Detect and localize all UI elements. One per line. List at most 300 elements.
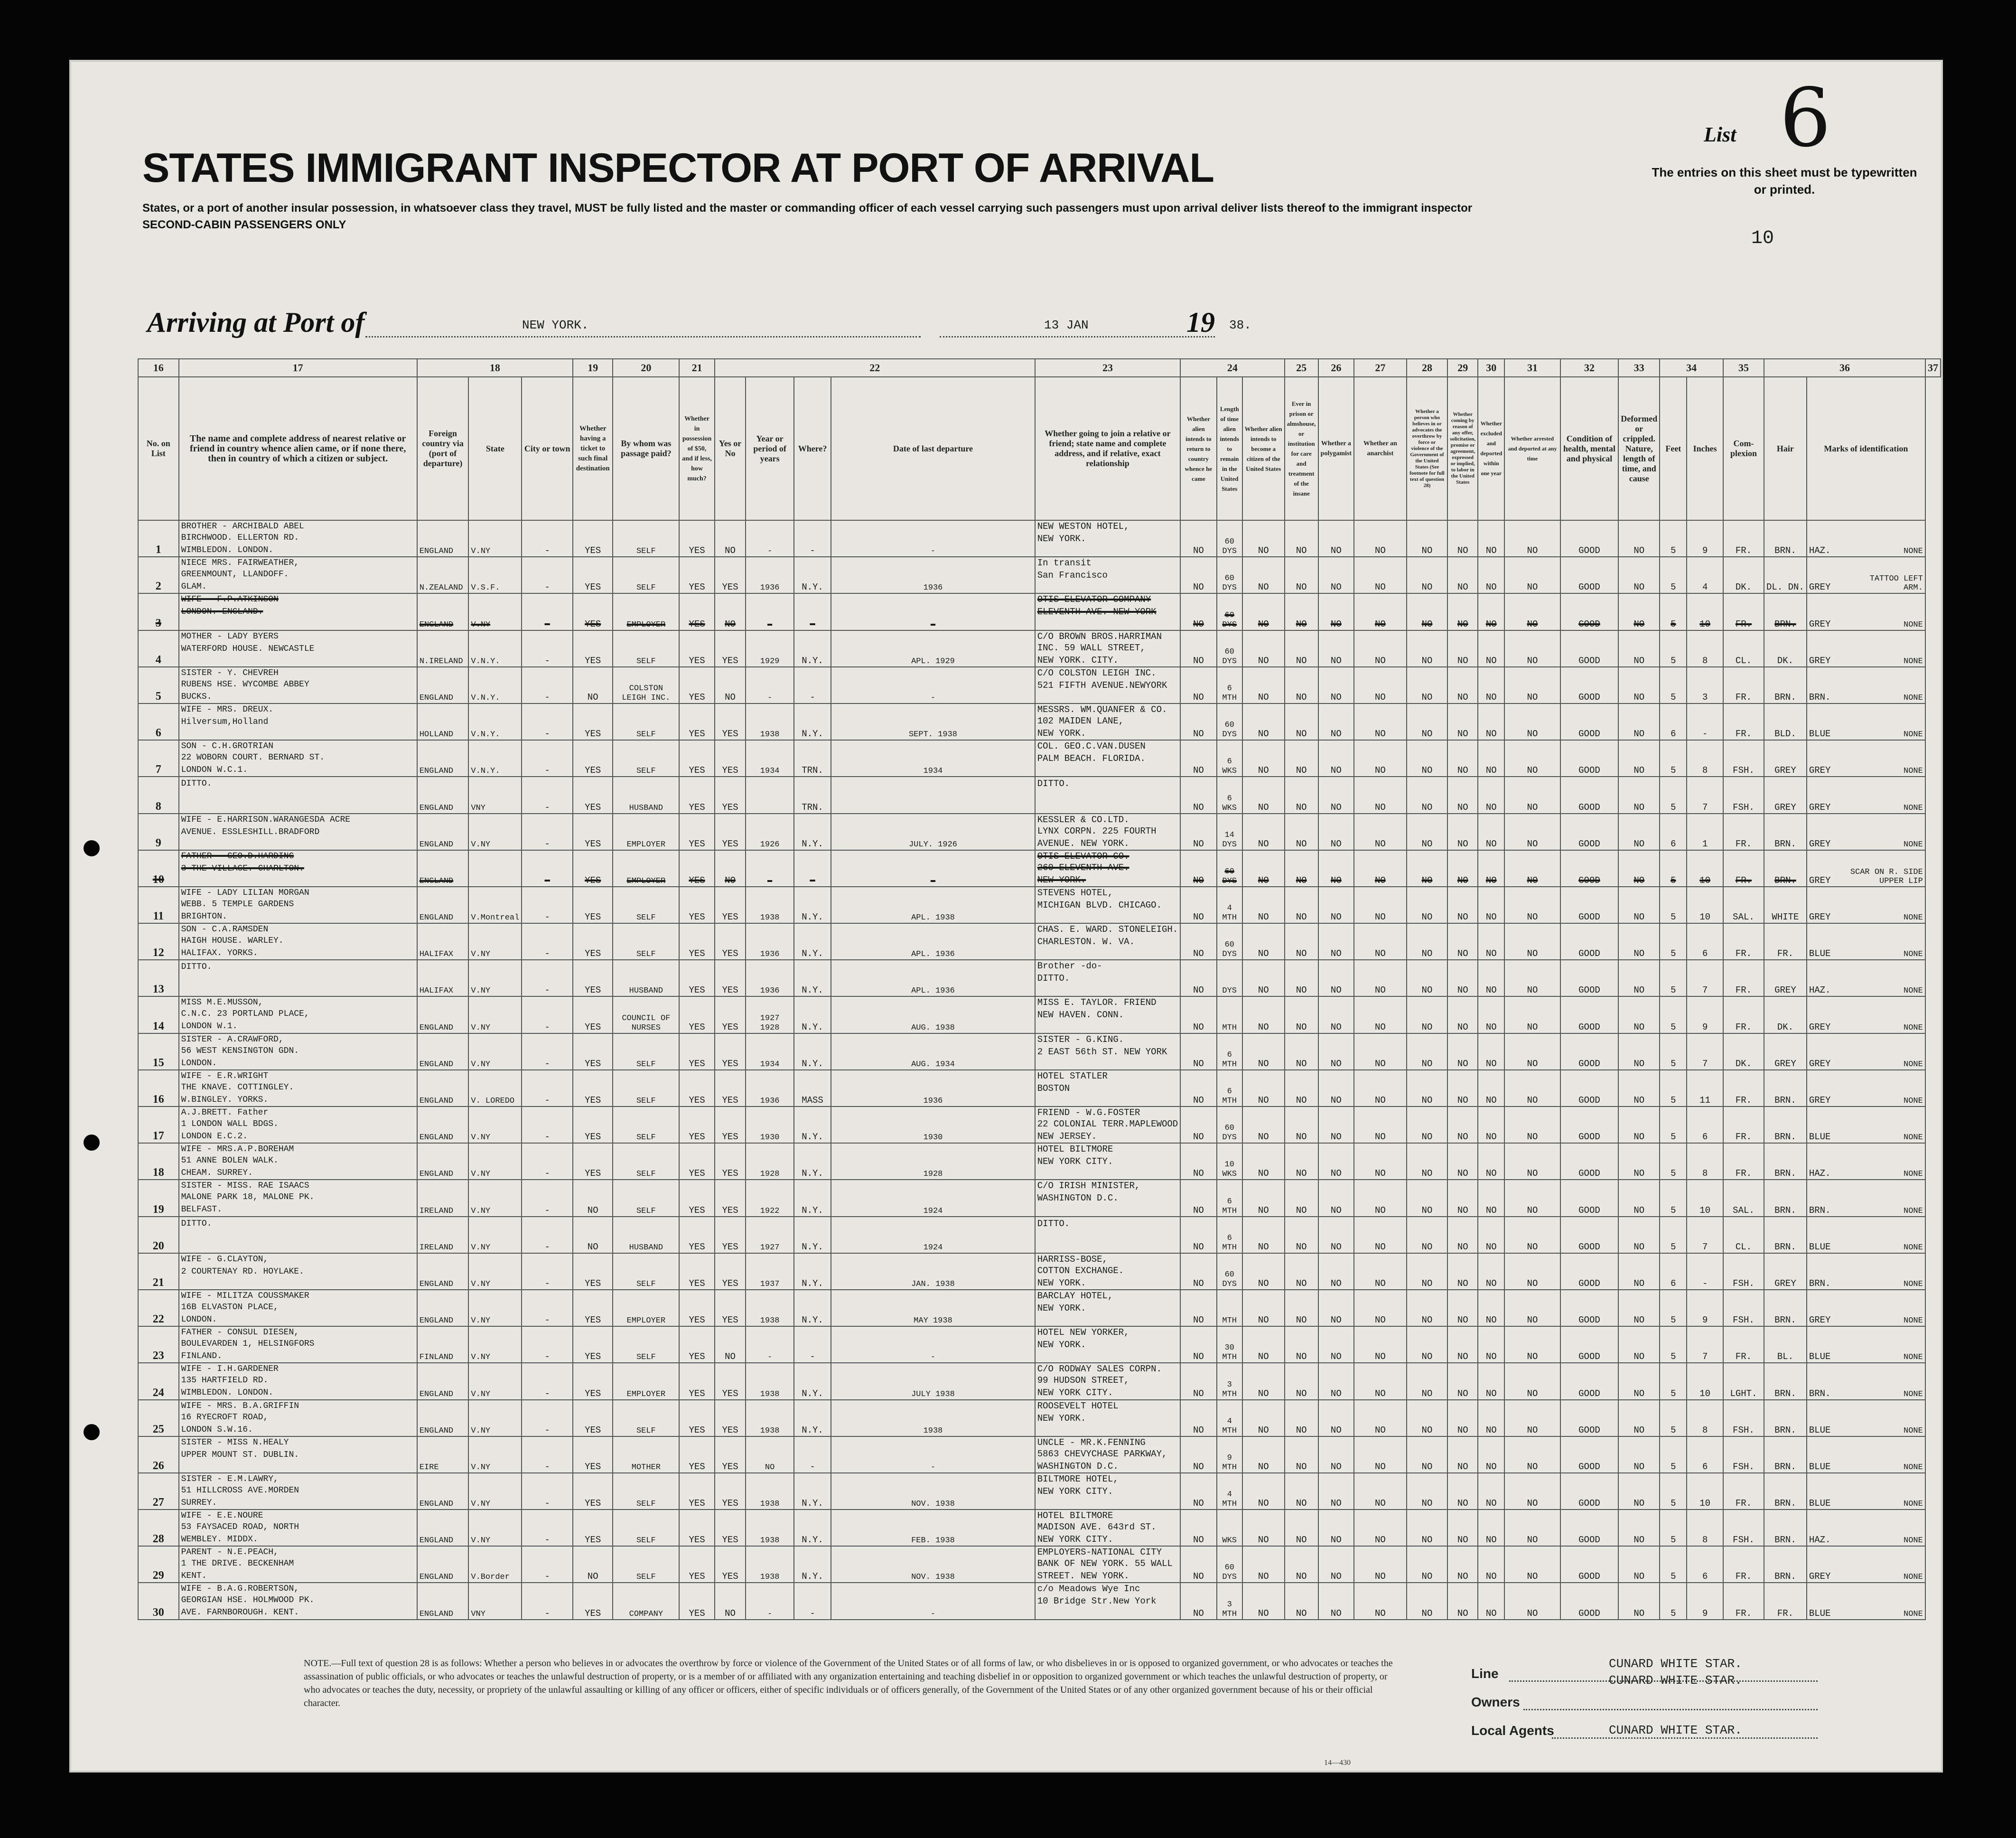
cell-dep: APL. 1929 xyxy=(831,630,1035,667)
joining-line: STREET. NEW YORK. xyxy=(1037,1571,1129,1582)
marks-value: NONE xyxy=(1904,1389,1923,1399)
cell-ret: NO xyxy=(1180,814,1216,850)
marks-value: NONE xyxy=(1904,1316,1923,1326)
cell-where: N.Y. xyxy=(794,1143,831,1180)
cell-dep: 1934 xyxy=(831,740,1035,777)
cell-anar: NO xyxy=(1354,923,1407,960)
cell-health: GOOD xyxy=(1560,1473,1619,1510)
cell-poly: NO xyxy=(1318,1107,1354,1143)
cell-cx: FR. xyxy=(1723,703,1764,740)
cell-hair: BRN. xyxy=(1764,850,1807,887)
cell-where: N.Y. xyxy=(794,1217,831,1253)
cell-ticket: YES xyxy=(573,1400,613,1436)
cell-yn: NO xyxy=(715,1583,746,1619)
cell-eyes-marks xyxy=(1807,777,1925,813)
cell-q29: NO xyxy=(1447,1583,1478,1619)
cell-ret: NO xyxy=(1180,1107,1216,1143)
table-row xyxy=(138,1290,1941,1326)
cell-eyes-marks xyxy=(1807,740,1925,777)
cell-ticket: YES xyxy=(573,1583,613,1619)
cell-q28: NO xyxy=(1407,1070,1447,1107)
cell-in: 10 xyxy=(1687,1180,1723,1216)
joining-line: ROOSEVELT HOTEL xyxy=(1037,1400,1119,1411)
cell-prison: NO xyxy=(1285,1033,1318,1070)
sheet-number: 10 xyxy=(1751,228,1774,249)
cell-dep: AUG. 1934 xyxy=(831,1033,1035,1070)
cell-paid: SELF xyxy=(613,1473,679,1510)
cell-ret: NO xyxy=(1180,667,1216,703)
cell-prison: NO xyxy=(1285,1217,1318,1253)
cell-q28: NO xyxy=(1407,520,1447,557)
eyes-value: HAZ. xyxy=(1809,985,1831,996)
cell-q31: NO xyxy=(1504,1180,1560,1216)
joining-line: MISS E. TAYLOR. FRIEND xyxy=(1037,997,1157,1008)
cell-q28: NO xyxy=(1407,1180,1447,1216)
port-value: NEW YORK. xyxy=(522,318,589,332)
relative-line: 1 LONDON WALL BDGS. xyxy=(181,1119,279,1129)
marks-value: NONE xyxy=(1904,693,1923,703)
cell-rel xyxy=(179,1400,417,1436)
joining-line: ELEVENTH AVE. NEW YORK xyxy=(1037,607,1157,618)
cell-q28: NO xyxy=(1407,1400,1447,1436)
cell-city: - xyxy=(522,814,573,850)
cell-city: - xyxy=(522,1326,573,1363)
cell-paid: SELF xyxy=(613,887,679,923)
cell-hair: GREY xyxy=(1764,960,1807,996)
cell-ret: NO xyxy=(1180,1180,1216,1216)
cell-no: 18 xyxy=(138,1143,179,1180)
cell-yr: 1937 xyxy=(746,1253,793,1290)
cell-hair: GREY xyxy=(1764,740,1807,777)
cell-join xyxy=(1035,1180,1180,1216)
cell-in: 1 xyxy=(1687,814,1723,850)
cell-hair: BRN. xyxy=(1764,520,1807,557)
cell-ret: NO xyxy=(1180,703,1216,740)
punch-hole xyxy=(84,840,100,856)
cell-ret: NO xyxy=(1180,557,1216,593)
cell-yr: - xyxy=(746,850,793,887)
cell-q31: NO xyxy=(1504,1107,1560,1143)
relative-line: SISTER - A.CRAWFORD, xyxy=(181,1034,284,1044)
joining-line: C/O IRISH MINISTER, xyxy=(1037,1181,1140,1191)
cell-state: V.NY xyxy=(468,593,522,630)
cell-rel xyxy=(179,996,417,1033)
cell-country: ENGLAND xyxy=(417,996,469,1033)
cell-prison: NO xyxy=(1285,1326,1318,1363)
cell-rel xyxy=(179,850,417,887)
cell-prison: NO xyxy=(1285,1290,1318,1326)
relative-line: A.J.BRETT. Father xyxy=(181,1108,269,1117)
cell-anar: NO xyxy=(1354,703,1407,740)
cell-q29: NO xyxy=(1447,557,1478,593)
cell-money: YES xyxy=(679,996,714,1033)
cell-hair: BRN. xyxy=(1764,593,1807,630)
relative-line: WIFE - MRS.A.P.BOREHAM xyxy=(181,1144,294,1154)
agents-rule xyxy=(1552,1737,1818,1739)
cell-ret: NO xyxy=(1180,1217,1216,1253)
cell-cx: DK. xyxy=(1723,557,1764,593)
marks-value: NONE xyxy=(1904,620,1923,629)
cell-no: 25 xyxy=(138,1400,179,1436)
cell-ret: NO xyxy=(1180,1510,1216,1546)
cell-poly: NO xyxy=(1318,1436,1354,1473)
cell-ft: 5 xyxy=(1660,960,1687,996)
cell-no: 13 xyxy=(138,960,179,996)
cell-in: 11 xyxy=(1687,1070,1723,1107)
col-relative: The name and complete address of nearest relative or friend in country whence alien came, or if none there, then in country of which a citizen or subject. xyxy=(179,377,417,520)
cell-health: GOOD xyxy=(1560,814,1619,850)
cell-q31: NO xyxy=(1504,887,1560,923)
col-q29: Whether coming by reason of any offer, solicitation, promise or agreement, expressed or implied, to labor in the United States xyxy=(1447,377,1478,520)
cell-poly: NO xyxy=(1318,960,1354,996)
marks-value: NONE xyxy=(1904,656,1923,666)
cell-eyes-marks xyxy=(1807,1436,1925,1473)
cell-yn: YES xyxy=(715,1290,746,1326)
relative-line: FINLAND. xyxy=(181,1351,223,1361)
joining-line: C/O BROWN BROS.HARRIMAN xyxy=(1037,631,1162,642)
cell-yr: 1938 xyxy=(746,1473,793,1510)
cell-anar: NO xyxy=(1354,1180,1407,1216)
cell-prison: NO xyxy=(1285,887,1318,923)
cell-paid: SELF xyxy=(613,703,679,740)
cell-money: YES xyxy=(679,630,714,667)
cell-state: V. LOREDO xyxy=(468,1070,522,1107)
cell-q28: NO xyxy=(1407,923,1447,960)
cell-anar: NO xyxy=(1354,520,1407,557)
cell-state: VNY xyxy=(468,1583,522,1619)
cell-hair: BRN. xyxy=(1764,1363,1807,1399)
cell-yr: 1938 xyxy=(746,1510,793,1546)
joining-line: NEW YORK. xyxy=(1037,874,1086,885)
cell-poly: NO xyxy=(1318,923,1354,960)
cell-rel xyxy=(179,630,417,667)
marks-value: NONE xyxy=(1904,1060,1923,1069)
cell-rel xyxy=(179,520,417,557)
cell-join xyxy=(1035,1070,1180,1107)
cell-hair: FR. xyxy=(1764,923,1807,960)
cell-yr: 1927 1928 xyxy=(746,996,793,1033)
relative-line: PARENT - N.E.PEACH, xyxy=(181,1547,279,1557)
marks-value: NONE xyxy=(1904,840,1923,849)
cell-country: ENGLAND xyxy=(417,667,469,703)
eyes-value: GREY xyxy=(1809,765,1831,776)
cell-health: GOOD xyxy=(1560,703,1619,740)
eyes-value: GREY xyxy=(1809,619,1831,629)
cell-money: YES xyxy=(679,1436,714,1473)
cell-ticket: YES xyxy=(573,1033,613,1070)
cell-q28: NO xyxy=(1407,814,1447,850)
cell-deform: NO xyxy=(1618,1326,1660,1363)
cell-ret: NO xyxy=(1180,1143,1216,1180)
table-row xyxy=(138,1033,1941,1070)
eyes-value: BLUE xyxy=(1809,948,1831,959)
cell-anar: NO xyxy=(1354,887,1407,923)
cell-prison: NO xyxy=(1285,1180,1318,1216)
cell-ft: 5 xyxy=(1660,887,1687,923)
cell-where: N.Y. xyxy=(794,1473,831,1510)
cell-rel xyxy=(179,667,417,703)
cell-yn: YES xyxy=(715,1107,746,1143)
cell-q30: NO xyxy=(1478,667,1504,703)
table-row xyxy=(138,1217,1941,1253)
cell-hair: BRN. xyxy=(1764,1107,1807,1143)
cell-poly: NO xyxy=(1318,814,1354,850)
cell-q29: NO xyxy=(1447,850,1478,887)
cell-country: ENGLAND xyxy=(417,520,469,557)
relative-line: 1 THE DRIVE. BECKENHAM xyxy=(181,1559,294,1569)
cell-ticket: NO xyxy=(573,667,613,703)
cell-in: 10 xyxy=(1687,887,1723,923)
cell-state: V.NY xyxy=(468,1400,522,1436)
cell-eyes-marks xyxy=(1807,1326,1925,1363)
table-row xyxy=(138,1326,1941,1363)
cell-paid: COLSTON LEIGH INC. xyxy=(613,667,679,703)
cell-q31: NO xyxy=(1504,740,1560,777)
cell-q29: NO xyxy=(1447,1107,1478,1143)
cell-q31: NO xyxy=(1504,1363,1560,1399)
marks-value: NONE xyxy=(1904,1463,1923,1472)
cell-ret: NO xyxy=(1180,1363,1216,1399)
cell-len: 60 DYS xyxy=(1217,703,1242,740)
cell-no: 28 xyxy=(138,1510,179,1546)
cell-paid: SELF xyxy=(613,1143,679,1180)
cell-paid: SELF xyxy=(613,1546,679,1583)
marks-value: NONE xyxy=(1904,1279,1923,1289)
cell-ret: NO xyxy=(1180,593,1216,630)
cell-ft: 5 xyxy=(1660,923,1687,960)
table-row xyxy=(138,1436,1941,1473)
joining-line: NEW YORK CITY. xyxy=(1037,1534,1113,1545)
cell-health: GOOD xyxy=(1560,667,1619,703)
cell-no: 1 xyxy=(138,520,179,557)
cell-eyes-marks xyxy=(1807,1107,1925,1143)
cell-yr: 1929 xyxy=(746,630,793,667)
cell-yn: YES xyxy=(715,1363,746,1399)
cell-join xyxy=(1035,1400,1180,1436)
cell-state: V.N.Y. xyxy=(468,703,522,740)
cell-ft: 6 xyxy=(1660,814,1687,850)
cell-health: GOOD xyxy=(1560,630,1619,667)
cell-where: N.Y. xyxy=(794,960,831,996)
cell-dep: MAY 1938 xyxy=(831,1290,1035,1326)
cell-ret: NO xyxy=(1180,1290,1216,1326)
cell-rel xyxy=(179,557,417,593)
cell-dep: 1924 xyxy=(831,1180,1035,1216)
cell-health: GOOD xyxy=(1560,1217,1619,1253)
cell-len: WKS xyxy=(1217,1510,1242,1546)
cell-paid: EMPLOYER xyxy=(613,1363,679,1399)
cell-yn: YES xyxy=(715,887,746,923)
cell-paid: SELF xyxy=(613,1400,679,1436)
relative-line: LONDON E.C.2. xyxy=(181,1132,248,1141)
cell-state: V.NY xyxy=(468,1217,522,1253)
cell-paid: SELF xyxy=(613,1070,679,1107)
cell-deform: NO xyxy=(1618,887,1660,923)
cell-poly: NO xyxy=(1318,630,1354,667)
cell-cit: NO xyxy=(1242,1326,1285,1363)
relative-line: BIRCHWOOD. ELLERTON RD. xyxy=(181,533,299,543)
cell-in: 7 xyxy=(1687,1033,1723,1070)
cell-ft: 5 xyxy=(1660,1070,1687,1107)
cell-hair: BL. xyxy=(1764,1326,1807,1363)
cell-q28: NO xyxy=(1407,1436,1447,1473)
eyes-value: HAZ. xyxy=(1809,545,1831,556)
relative-line: LONDON W.1. xyxy=(181,1022,238,1032)
cell-cx: FSH. xyxy=(1723,1400,1764,1436)
table-row xyxy=(138,1363,1941,1399)
cell-no: 26 xyxy=(138,1436,179,1473)
cell-state: V.Border xyxy=(468,1546,522,1583)
cell-city: - xyxy=(522,1253,573,1290)
relative-line: BROTHER - ARCHIBALD ABEL xyxy=(181,522,304,531)
cell-q30: NO xyxy=(1478,1400,1504,1436)
cell-q31: NO xyxy=(1504,1473,1560,1510)
marks-value: NONE xyxy=(1904,1573,1923,1582)
cell-ret: NO xyxy=(1180,1583,1216,1619)
cell-yn: YES xyxy=(715,777,746,813)
cell-eyes-marks xyxy=(1807,1253,1925,1290)
col-polygamist: Whether a polygamist xyxy=(1318,377,1354,520)
cell-anar: NO xyxy=(1354,1510,1407,1546)
cell-cx: FR. xyxy=(1723,923,1764,960)
cell-dep: JULY 1938 xyxy=(831,1363,1035,1399)
table-row xyxy=(138,667,1941,703)
cell-q31: NO xyxy=(1504,923,1560,960)
cell-money: YES xyxy=(679,1143,714,1180)
cell-poly: NO xyxy=(1318,1400,1354,1436)
cell-q29: NO xyxy=(1447,814,1478,850)
cell-cit: NO xyxy=(1242,1070,1285,1107)
cell-health: GOOD xyxy=(1560,557,1619,593)
table-row xyxy=(138,850,1941,887)
cell-prison: NO xyxy=(1285,1546,1318,1583)
year-prefix: 19 xyxy=(1186,307,1215,338)
cell-country: HOLLAND xyxy=(417,703,469,740)
joining-line: NEW YORK. xyxy=(1037,728,1086,739)
cell-country: ENGLAND xyxy=(417,777,469,813)
cell-poly: NO xyxy=(1318,593,1354,630)
cell-cx: SAL. xyxy=(1723,1180,1764,1216)
cell-len: 4 MTH xyxy=(1217,887,1242,923)
joining-line: NEW JERSEY. xyxy=(1037,1131,1097,1142)
relative-line: CHEAM. SURREY. xyxy=(181,1168,253,1178)
cell-country: IRELAND xyxy=(417,1217,469,1253)
cell-deform: NO xyxy=(1618,1070,1660,1107)
cell-ret: NO xyxy=(1180,887,1216,923)
cell-q30: NO xyxy=(1478,1143,1504,1180)
cell-rel xyxy=(179,1583,417,1619)
cell-dep: SEPT. 1938 xyxy=(831,703,1035,740)
cell-country: HALIFAX xyxy=(417,923,469,960)
column-number-row: 16 17 18 19 20 21 22 23 24 25 26 27 28 29 30 31 32 33 34 35 36 37 xyxy=(138,359,1941,377)
cell-cit: NO xyxy=(1242,1436,1285,1473)
table-row xyxy=(138,887,1941,923)
cell-anar: NO xyxy=(1354,1217,1407,1253)
cell-ticket: YES xyxy=(573,1107,613,1143)
cell-rel xyxy=(179,887,417,923)
cell-q29: NO xyxy=(1447,1070,1478,1107)
relative-line: SISTER - MISS N.HEALY xyxy=(181,1437,289,1447)
cell-eyes-marks xyxy=(1807,593,1925,630)
cell-yr: - xyxy=(746,1583,793,1619)
cell-q29: NO xyxy=(1447,1510,1478,1546)
cell-yr: 1934 xyxy=(746,1033,793,1070)
cell-where: - xyxy=(794,1436,831,1473)
cell-hair: BRN. xyxy=(1764,1400,1807,1436)
cell-ticket: YES xyxy=(573,850,613,887)
marks-value: NONE xyxy=(1904,547,1923,556)
cell-anar: NO xyxy=(1354,593,1407,630)
cell-join xyxy=(1035,1217,1180,1253)
cell-ft: 5 xyxy=(1660,1107,1687,1143)
cell-yr: 1936 xyxy=(746,923,793,960)
cell-no: 16 xyxy=(138,1070,179,1107)
cell-hair: BRN. xyxy=(1764,1436,1807,1473)
cell-where: - xyxy=(794,1326,831,1363)
cell-q29: NO xyxy=(1447,777,1478,813)
cell-money: YES xyxy=(679,1033,714,1070)
cell-deform: NO xyxy=(1618,740,1660,777)
cell-ticket: YES xyxy=(573,703,613,740)
cell-yn: NO xyxy=(715,593,746,630)
cell-join xyxy=(1035,996,1180,1033)
cell-no: 19 xyxy=(138,1180,179,1216)
agents-label: Local Agents xyxy=(1471,1723,1554,1738)
joining-line: 5863 CHEVYCHASE PARKWAY, xyxy=(1037,1448,1167,1459)
cell-state: V.NY xyxy=(468,923,522,960)
cell-no: 4 xyxy=(138,630,179,667)
cell-deform: NO xyxy=(1618,630,1660,667)
cell-deform: NO xyxy=(1618,1217,1660,1253)
relative-line: SISTER - E.M.LAWRY, xyxy=(181,1474,279,1484)
joining-line: WASHINGTON D.C. xyxy=(1037,1193,1119,1204)
cell-deform: NO xyxy=(1618,1107,1660,1143)
cell-dep: 1936 xyxy=(831,1070,1035,1107)
col-inches: Inches xyxy=(1687,377,1723,520)
cell-health: GOOD xyxy=(1560,887,1619,923)
cell-city: - xyxy=(522,1436,573,1473)
cell-ft: 5 xyxy=(1660,1143,1687,1180)
cell-poly: NO xyxy=(1318,557,1354,593)
cell-health: GOOD xyxy=(1560,1253,1619,1290)
cell-yn: YES xyxy=(715,1253,746,1290)
eyes-value: BRN. xyxy=(1809,692,1831,703)
cell-cx: FSH. xyxy=(1723,1290,1764,1326)
punch-hole xyxy=(84,1424,100,1440)
cell-rel xyxy=(179,1436,417,1473)
relative-line: LONDON. ENGLAND. xyxy=(181,607,263,617)
cell-dep: 1924 xyxy=(831,1217,1035,1253)
cell-q28: NO xyxy=(1407,850,1447,887)
cell-eyes-marks xyxy=(1807,1473,1925,1510)
cell-ticket: YES xyxy=(573,593,613,630)
eyes-value: BLUE xyxy=(1809,1498,1831,1509)
cell-state: V.N.Y. xyxy=(468,630,522,667)
cell-q30: NO xyxy=(1478,520,1504,557)
cell-len: 60 DYS xyxy=(1217,593,1242,630)
cell-q31: NO xyxy=(1504,1326,1560,1363)
cell-yn: YES xyxy=(715,814,746,850)
cell-cx: FSH. xyxy=(1723,777,1764,813)
col-complexion: Com-plexion xyxy=(1723,377,1764,520)
cell-dep: 1930 xyxy=(831,1107,1035,1143)
cell-ticket: YES xyxy=(573,1436,613,1473)
cell-ft: 5 xyxy=(1660,1180,1687,1216)
cell-deform: NO xyxy=(1618,777,1660,813)
cell-hair: BRN. xyxy=(1764,667,1807,703)
joining-line: UNCLE - MR.K.FENNING xyxy=(1037,1437,1146,1448)
cell-paid: SELF xyxy=(613,1326,679,1363)
